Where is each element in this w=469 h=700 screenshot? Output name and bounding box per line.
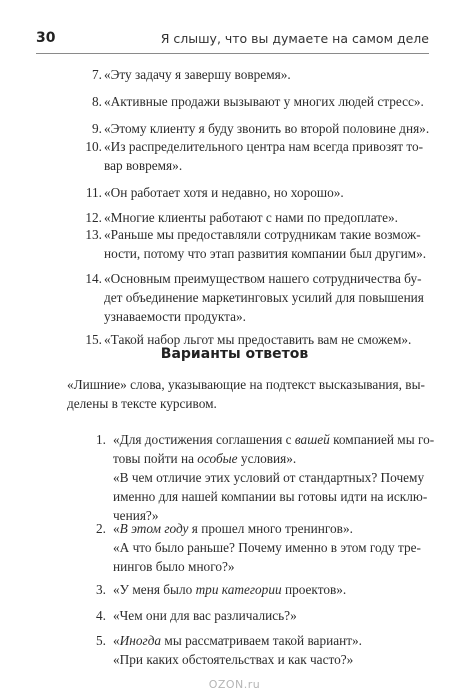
answer-text: «Для достижения соглашения с вашей компанией мы го- товы пойти на особые условия». «В чем отличие этих условий от стандартных? Почему именно для нашей компании вы готовы идти на исклю- чения?» xyxy=(113,432,435,523)
header-rule xyxy=(36,53,429,54)
answer-text: «Иногда мы рассматриваем такой вариант». «При каких обстоятельствах и как часто?» xyxy=(113,633,363,667)
item-number: 12. xyxy=(85,210,102,225)
item-number: 7. xyxy=(92,67,102,82)
item-number: 14. xyxy=(85,271,102,286)
answer-number: 3. xyxy=(96,582,106,597)
item-text: «Такой набор льгот мы предоставить вам не сможем». xyxy=(104,332,412,347)
item-number: 9. xyxy=(92,121,102,136)
item-text: «Многие клиенты работают с нами по предоплате». xyxy=(104,210,398,225)
italic-word: три категории xyxy=(195,582,282,597)
answer-text: «В этом году я прошел много тренингов». «А что было раньше? Почему именно в этом году тре- нингов было много?» xyxy=(113,521,421,574)
item-text: «Этому клиенту я буду звонить во второй половине дня». xyxy=(104,121,430,136)
italic-word: вашей xyxy=(294,432,330,447)
item-number: 10. xyxy=(85,139,102,154)
italic-word: особые xyxy=(197,451,238,466)
item-text: «Эту задачу я завершу вовремя». xyxy=(104,67,291,82)
item-number: 15. xyxy=(85,332,102,347)
item-number: 13. xyxy=(85,227,102,242)
item-number: 8. xyxy=(92,94,102,109)
running-title: Я слышу, что вы думаете на самом деле xyxy=(160,31,429,46)
item-text: «Он работает хотя и недавно, но хорошо». xyxy=(104,185,344,200)
answer-text: «Чем они для вас различались?» xyxy=(113,608,297,623)
answer-number: 1. xyxy=(96,432,106,447)
item-number: 11. xyxy=(85,185,102,200)
answer-number: 5. xyxy=(96,633,106,648)
running-header xyxy=(36,30,429,48)
watermark: OZON.ru xyxy=(208,678,261,691)
answer-text: «У меня было три категории проектов». xyxy=(113,582,347,597)
item-text: «Из распределительного центра нам всегда привозят то- вар вовремя». xyxy=(104,139,424,173)
section-title: Варианты ответов xyxy=(160,346,309,362)
italic-word: Иногда xyxy=(119,633,162,648)
item-text: «Основным преимуществом нашего сотрудничества бу- дет объединение маркетинговых усилий для повышения узнаваемости продукта». xyxy=(104,271,424,324)
italic-word: В этом году xyxy=(119,521,189,536)
item-text: «Активные продажи вызывают у многих людей стресс». xyxy=(104,94,424,109)
page-number: 30 xyxy=(36,30,56,46)
answer-number: 4. xyxy=(96,608,106,623)
item-text: «Раньше мы предоставляли сотрудникам такие возмож- ности, потому что этап развития компании был другим». xyxy=(104,227,427,261)
answers-intro: «Лишние» слова, указывающие на подтекст высказывания, вы- делены в тексте курсивом. xyxy=(67,377,425,411)
answer-number: 2. xyxy=(96,521,106,536)
